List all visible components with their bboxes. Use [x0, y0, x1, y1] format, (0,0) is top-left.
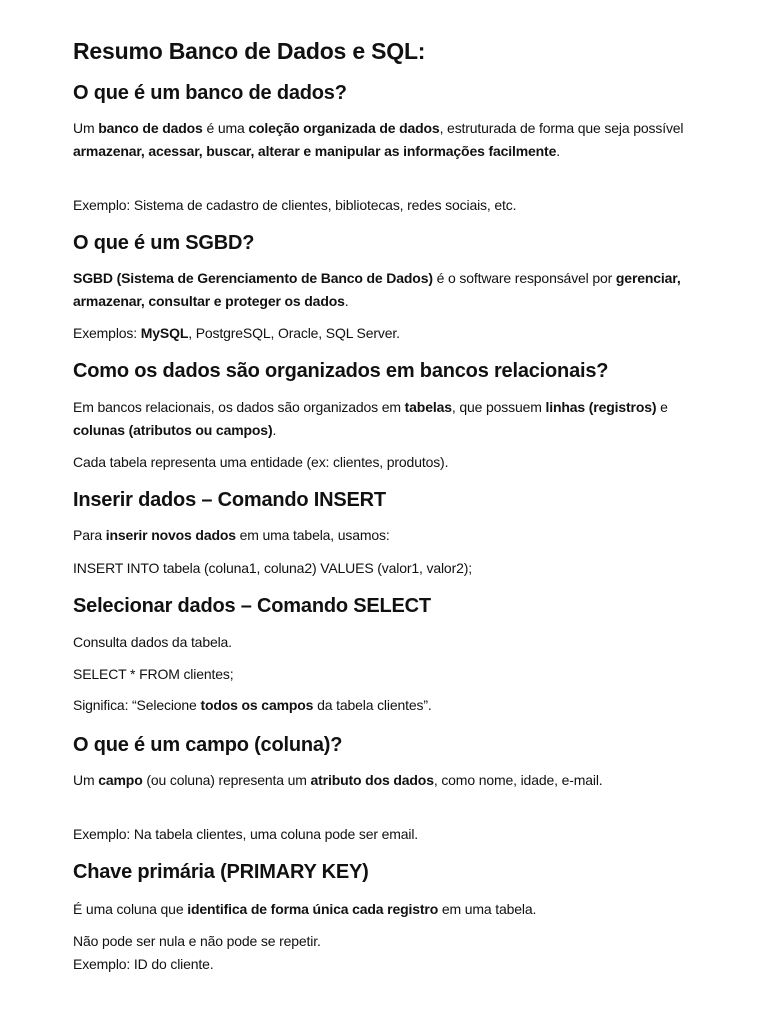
bold-text-run: gerenciar, armazenar, consultar e proteger os dados — [73, 270, 681, 309]
bold-text-run: todos os campos — [200, 697, 314, 713]
text-run: Consulta dados da tabela. — [73, 634, 232, 650]
bold-text-run: colunas (atributos ou campos) — [73, 421, 273, 438]
text-run: Exemplo: Sistema de cadastro de clientes, bibliotecas, redes sociais, etc. — [73, 197, 517, 213]
bold-text-run: identifica de forma única cada registro — [187, 901, 439, 917]
text-run: Não pode ser nula e não pode se repetir. — [73, 933, 321, 949]
bold-text-run: MySQL — [140, 325, 189, 341]
paragraph-definicao-campo — [73, 769, 703, 792]
text-run: em uma tabela. — [438, 901, 537, 917]
text-run: é uma — [202, 120, 249, 136]
text-run: Em bancos relacionais, os dados são organizados em — [73, 399, 405, 415]
paragraph-regras-chave — [73, 930, 703, 975]
text-run: Um — [73, 772, 99, 788]
paragraph-exemplo-campo — [73, 823, 703, 846]
text-run: . — [556, 142, 560, 159]
bold-text-run: banco de dados — [98, 120, 203, 136]
paragraph-entidade — [73, 451, 703, 474]
text-run: Significa: “Selecione — [73, 697, 201, 713]
paragraph-inserir-dados — [73, 524, 703, 547]
bold-text-run: atributo dos dados — [310, 772, 434, 788]
paragraph-select-statement — [73, 663, 703, 686]
text-run: Exemplos: — [73, 325, 141, 341]
paragraph-consulta-dados — [73, 631, 703, 654]
text-run: (ou coluna) representa um — [142, 772, 311, 788]
text-run: É uma coluna que — [73, 901, 188, 917]
text-run: Para — [73, 527, 106, 543]
section-heading-chave-primaria: Chave primária (PRIMARY KEY) — [73, 861, 369, 883]
section-heading-select: Selecionar dados – Comando SELECT — [73, 595, 431, 617]
paragraph-exemplos-sgbd — [73, 322, 703, 345]
paragraph-definicao-sgbd — [73, 267, 703, 312]
text-run: da tabela clientes”. — [313, 697, 432, 713]
text-run: , PostgreSQL, Oracle, SQL Server. — [188, 325, 400, 341]
text-run: , como nome, idade, e-mail. — [433, 772, 603, 788]
bold-text-run: linhas (registros) — [545, 399, 657, 415]
text-run: INSERT INTO tabela (coluna1, coluna2) VALUES (valor1, valor2); — [73, 560, 472, 576]
paragraph-definicao-banco — [73, 117, 703, 162]
text-run: . — [272, 421, 277, 438]
text-run: , que possuem — [451, 399, 546, 415]
bold-text-run: coleção organizada de dados — [248, 120, 440, 136]
bold-text-run: armazenar, acessar, buscar, alterar e manipular as informações facilmente — [73, 142, 557, 159]
paragraph-exemplo-banco — [73, 194, 703, 217]
text-run: . — [344, 292, 349, 309]
text-run: , estruturada de forma que seja possível — [439, 120, 684, 136]
text-run: Exemplo: Na tabela clientes, uma coluna pode ser email. — [73, 826, 419, 842]
bold-text-run: tabelas — [404, 399, 452, 415]
document-title: Resumo Banco de Dados e SQL: — [73, 38, 426, 64]
section-heading-campo: O que é um campo (coluna)? — [73, 734, 343, 756]
bold-text-run: campo — [98, 772, 143, 788]
section-heading-insert: Inserir dados – Comando INSERT — [73, 489, 386, 511]
text-run: Um — [73, 120, 99, 136]
bold-text-run: SGBD (Sistema de Gerenciamento de Banco de Dados) — [73, 270, 433, 286]
text-run: e — [656, 399, 668, 415]
bold-text-run: inserir novos dados — [105, 527, 236, 543]
section-heading-relacionais: Como os dados são organizados em bancos relacionais? — [73, 360, 609, 382]
section-heading-sgbd: O que é um SGBD? — [73, 232, 255, 254]
text-run: em uma tabela, usamos: — [235, 527, 390, 543]
text-run: Cada tabela representa uma entidade (ex: clientes, produtos). — [73, 454, 449, 470]
section-heading-banco-de-dados: O que é um banco de dados? — [73, 82, 347, 104]
text-run: Exemplo: ID do cliente. — [73, 955, 214, 972]
paragraph-definicao-chave — [73, 898, 703, 921]
paragraph-insert-statement — [73, 557, 703, 580]
paragraph-organizacao-relacional — [73, 396, 703, 441]
text-run: é o software responsável por — [432, 270, 616, 286]
text-run: SELECT * FROM clientes; — [73, 666, 234, 682]
paragraph-significado-select — [73, 694, 703, 717]
